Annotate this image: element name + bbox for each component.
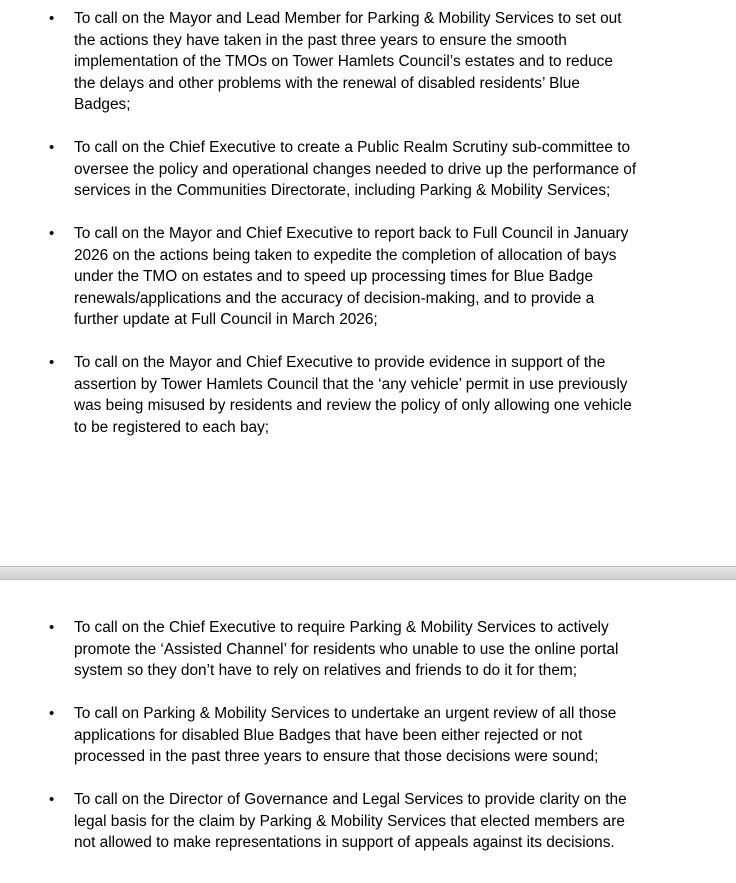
list-item-text [74,789,674,854]
text-line: the delays and other problems with the renewal of disabled residents’ Blue [74,74,580,92]
document-page-2 [0,580,736,883]
bullet-icon: • [49,225,55,242]
list-item-text [74,8,674,116]
bullet-icon: • [49,619,55,636]
text-line: the actions they have taken in the past three years to ensure the smooth [74,31,567,49]
text-line: To call on Parking & Mobility Services to undertake an urgent review of all those [74,705,617,722]
text-line: renewals/applications and the accuracy of decision-making, and to provide a [74,289,595,307]
text-line: To call on the Chief Executive to require Parking & Mobility Services to actively [74,619,609,636]
list-item-text [74,617,674,682]
list-item-text [74,703,674,768]
text-line: was being misused by residents and review the policy of only allowing one vehicle [74,397,632,414]
text-line: oversee the policy and operational changes needed to drive up the performance of [74,160,637,178]
list-item-text [74,352,674,438]
text-line: To call on the Mayor and Chief Executive to report back to Full Council in January [74,225,629,242]
list-item-text [74,223,674,331]
bullet-icon: • [49,705,55,722]
text-line: implementation of the TMOs on Tower Hamlets Council’s estates and to reduce [74,53,613,70]
list-item-text [74,137,674,202]
bullet-icon: • [49,139,55,156]
bullet-icon: • [49,354,55,371]
text-line: not allowed to make representations in support of appeals against its decisions. [74,834,615,851]
text-line: services in the Communities Directorate, including Parking & Mobility Services; [74,182,611,199]
text-line: To call on the Chief Executive to create a Public Realm Scrutiny sub-committee to [74,139,631,156]
text-line: under the TMO on estates and to speed up processing times for Blue Badge [74,268,594,285]
page-separator [0,566,736,580]
bullet-icon: • [49,10,55,27]
text-line: To call on the Director of Governance and Legal Services to provide clarity on the [74,791,627,808]
text-line: legal basis for the claim by Parking & Mobility Services that elected members are [74,812,625,830]
text-line: assertion by Tower Hamlets Council that the ‘any vehicle’ permit in use previously [74,375,628,393]
text-line: to be registered to each bay; [74,418,270,436]
text-line: system so they don’t have to rely on relatives and friends to do it for them; [74,662,578,679]
text-line: To call on the Mayor and Chief Executive to provide evidence in support of the [74,354,606,371]
text-line: promote the ‘Assisted Channel’ for residents who unable to use the online portal [74,640,619,658]
text-line: To call on the Mayor and Lead Member for Parking & Mobility Services to set out [74,10,622,27]
text-line: processed in the past three years to ensure that those decisions were sound; [74,748,599,765]
text-line: Badges; [74,96,131,113]
text-line: 2026 on the actions being taken to expedite the completion of allocation of bays [74,246,617,264]
text-line: applications for disabled Blue Badges that have been either rejected or not [74,726,583,744]
text-line: further update at Full Council in March 2026; [74,311,378,328]
bullet-icon: • [49,791,55,808]
